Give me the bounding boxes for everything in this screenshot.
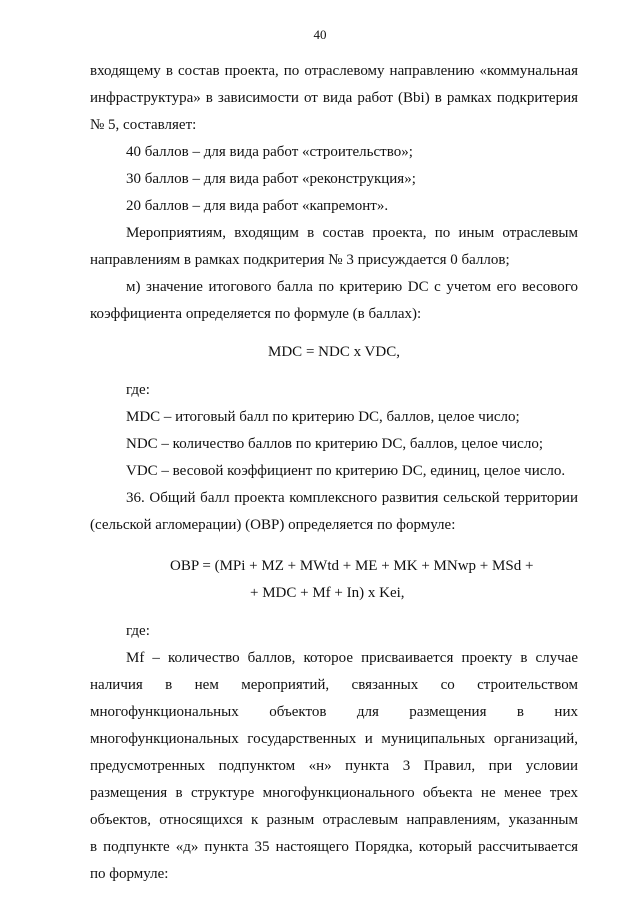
paragraph-line: предусмотренных подпунктом «н» пункта 3 Правил, при условии (90, 758, 578, 774)
paragraph-line: объектов, относящихся к разным отраслевым направлениям, указанным (90, 812, 578, 828)
list-item: 30 баллов – для вида работ «реконструкция»; (126, 171, 416, 187)
formula-mdc: MDC = NDC x VDC, (268, 344, 400, 360)
paragraph-line: № 5, составляет: (90, 117, 197, 133)
page-number: 40 (313, 27, 327, 42)
paragraph-line: многофункциональных объектов для размещения в них (90, 704, 578, 720)
paragraph-line: инфраструктура» в зависимости от вида работ (Bbi) в рамках подкритерия (90, 90, 578, 106)
definition-line: MDC – итоговый балл по критерию DC, баллов, целое число; (126, 409, 520, 425)
paragraph-line: 36. Общий балл проекта комплексного развития сельской территории (126, 490, 578, 506)
list-item: 20 баллов – для вида работ «капремонт». (126, 198, 389, 214)
paragraph-line: в подпункте «д» пункта 35 настоящего Порядка, который рассчитывается (90, 839, 578, 855)
paragraph-line: направлениям в рамках подкритерия № 3 присуждается 0 баллов; (90, 252, 510, 268)
paragraph-line: многофункциональных государственных и муниципальных организаций, (90, 731, 578, 747)
where-label: где: (126, 623, 150, 639)
document-body (90, 58, 578, 888)
paragraph-line: размещения в структуре многофункционального объекта не менее трех (90, 785, 578, 801)
paragraph-line: входящему в состав проекта, по отраслевому направлению «коммунальная (90, 63, 578, 79)
formula-obp-line-2: + MDC + Mf + In) x Kei, (250, 585, 405, 601)
paragraph-line: м) значение итогового балла по критерию DC с учетом его весового (126, 279, 578, 295)
paragraph-line: (сельской агломерации) (OBP) определяется по формуле: (90, 517, 456, 533)
where-label: где: (126, 382, 150, 398)
list-item: 40 баллов – для вида работ «строительство»; (126, 144, 413, 160)
formula-obp-line-1: OBP = (MPi + MZ + MWtd + ME + MK + MNwp + MSd + (170, 558, 534, 574)
paragraph-line: Mf – количество баллов, которое присваивается проекту в случае (126, 650, 578, 666)
definition-line: VDC – весовой коэффициент по критерию DC, единиц, целое число. (126, 463, 566, 479)
paragraph-line: наличия в нем мероприятий, связанных со строительством (90, 677, 578, 693)
paragraph-line: Мероприятиям, входящим в состав проекта, по иным отраслевым (126, 225, 578, 241)
paragraph-line: по формуле: (90, 866, 169, 882)
paragraph-line: коэффициента определяется по формуле (в баллах): (90, 306, 422, 322)
definition-line: NDC – количество баллов по критерию DC, баллов, целое число; (126, 436, 543, 452)
